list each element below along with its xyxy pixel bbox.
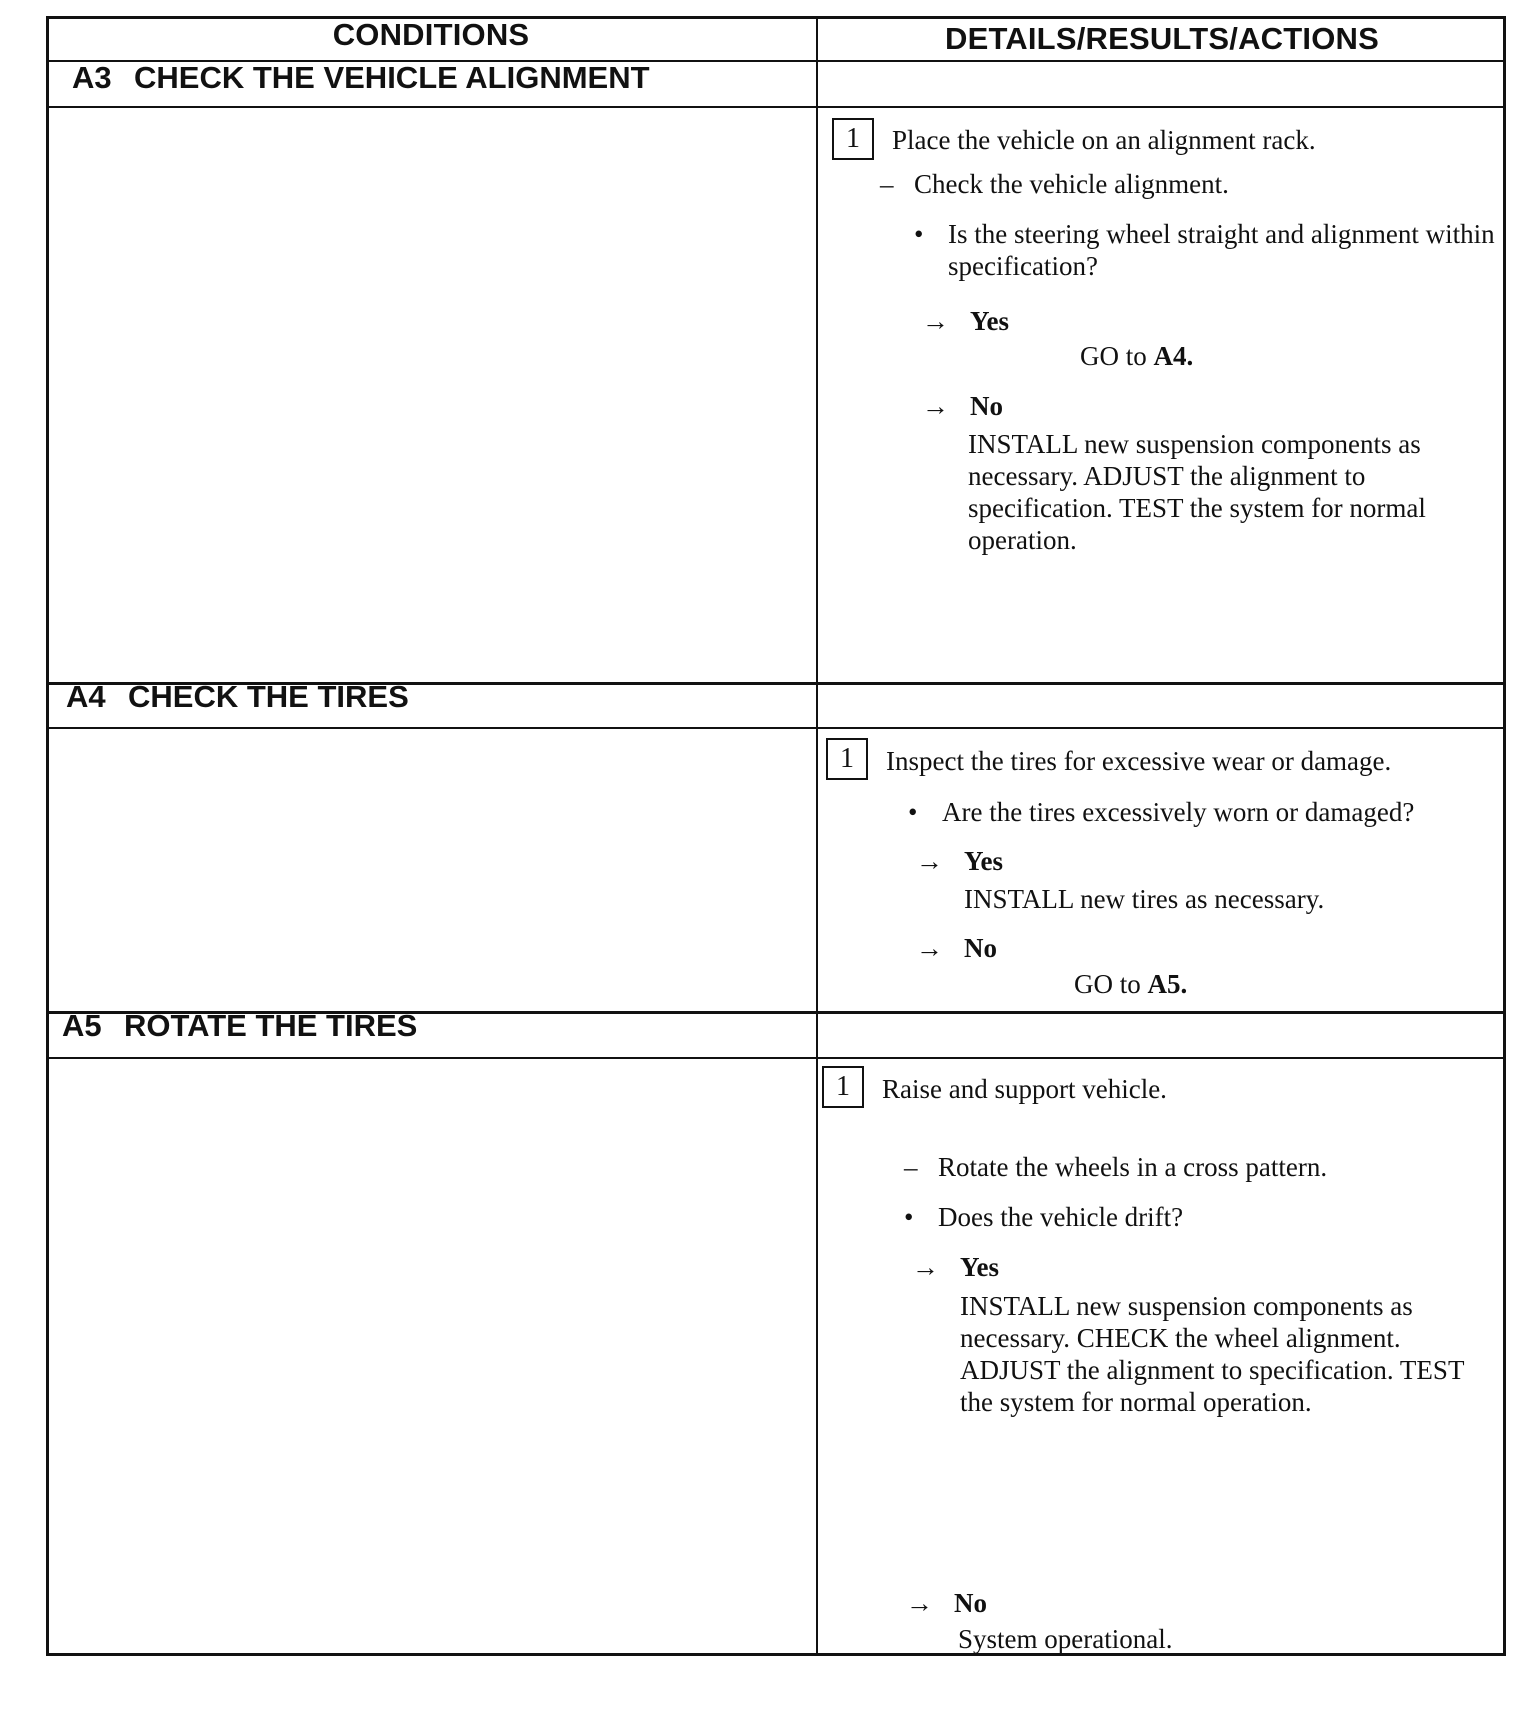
yes-answer — [922, 305, 1009, 337]
section-a4-heading — [66, 679, 409, 715]
yes-answer — [912, 1251, 999, 1283]
no-label: No — [954, 1588, 987, 1618]
bullet-question — [908, 796, 1414, 828]
no-label: No — [964, 933, 997, 963]
goto-text: GO to — [1074, 969, 1141, 999]
arrow-icon: → — [916, 846, 943, 876]
dash-marker: – — [904, 1152, 918, 1182]
section-a5-heading — [62, 1008, 417, 1044]
sub-action-text: Check the vehicle alignment. — [914, 169, 1229, 199]
arrow-icon: → — [912, 1252, 939, 1282]
bullet-question — [904, 1201, 1183, 1233]
arrow-icon: → — [906, 1588, 933, 1618]
goto-target: A4. — [1153, 341, 1194, 371]
question-text: Does the vehicle drift? — [938, 1202, 1184, 1232]
step-number-box: 1 — [822, 1066, 864, 1108]
yes-answer — [916, 845, 1003, 877]
goto-text: GO to — [1080, 341, 1147, 371]
step-number-box: 1 — [832, 118, 874, 160]
bullet-marker: • — [904, 1202, 914, 1232]
sub-action-text: Rotate the wheels in a cross pattern. — [938, 1152, 1328, 1182]
yes-action: INSTALL new tires as necessary. — [964, 884, 1325, 914]
section-title: CHECK THE VEHICLE ALIGNMENT — [134, 60, 650, 95]
yes-label: Yes — [970, 306, 1009, 336]
section-title: CHECK THE TIRES — [128, 679, 409, 714]
yes-label: Yes — [960, 1252, 999, 1282]
arrow-icon: → — [916, 933, 943, 963]
step-instruction: Place the vehicle on an alignment rack. — [892, 125, 1316, 155]
section-code: A3 — [72, 60, 112, 95]
yes-label: Yes — [964, 846, 1003, 876]
a4-heading-rule — [46, 727, 1506, 729]
no-answer — [916, 932, 997, 964]
no-answer — [906, 1587, 987, 1619]
no-action: INSTALL new suspension components as necessary. ADJUST the alignment to specification. TEST the system for normal operation. — [968, 429, 1426, 555]
question-text: Are the tires excessively worn or damaged? — [942, 797, 1415, 827]
dash-marker: – — [880, 169, 894, 199]
column-divider — [816, 16, 818, 1656]
no-label: No — [970, 391, 1003, 421]
sub-action — [880, 168, 1229, 200]
goto-target: A5. — [1147, 969, 1188, 999]
bullet-marker: • — [908, 797, 918, 827]
details-header: DETAILS/RESULTS/ACTIONS — [944, 21, 1379, 56]
question-text: Is the steering wheel straight and alignment within specification? — [948, 219, 1495, 281]
step-instruction: Raise and support vehicle. — [882, 1074, 1167, 1104]
section-code: A4 — [66, 679, 106, 714]
sub-action — [904, 1151, 1327, 1183]
section-title: ROTATE THE TIRES — [124, 1008, 418, 1043]
arrow-icon: → — [922, 391, 949, 421]
arrow-icon: → — [922, 306, 949, 336]
step-instruction: Inspect the tires for excessive wear or damage. — [886, 746, 1392, 776]
no-action — [1074, 968, 1187, 1000]
section-code: A5 — [62, 1008, 102, 1043]
step-number-box: 1 — [826, 738, 868, 780]
bullet-marker: • — [914, 219, 924, 249]
yes-action — [1080, 340, 1193, 372]
a3-heading-rule — [46, 106, 1506, 108]
yes-action: INSTALL new suspension components as necessary. CHECK the wheel alignment. ADJUST the alignment to specification. TEST the system for normal operation. — [960, 1291, 1464, 1417]
a5-heading-rule — [46, 1057, 1506, 1059]
conditions-header: CONDITIONS — [332, 17, 530, 52]
section-a3-heading — [72, 60, 650, 96]
no-answer — [922, 390, 1003, 422]
no-action: System operational. — [958, 1624, 1173, 1654]
